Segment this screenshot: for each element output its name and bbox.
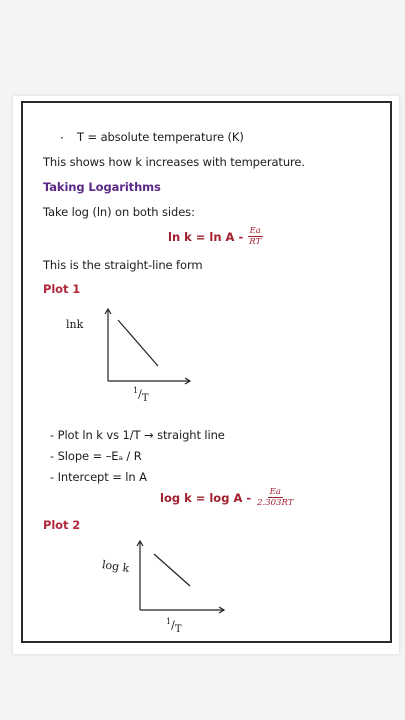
heading-plot-2: Plot 2: [43, 518, 81, 532]
formula1-fraction: [247, 226, 263, 247]
plot1-xlabel-den: T: [141, 392, 149, 404]
plot2-xlabel-num: 1: [166, 617, 172, 626]
formula-ln-arrhenius: [168, 226, 263, 247]
plot2-xlabel-den: T: [174, 623, 182, 635]
formula1-lhs: ln k = ln A -: [168, 229, 244, 244]
formula1-denominator: RT: [249, 237, 262, 247]
plot1-data-line: [118, 320, 158, 366]
heading-taking-logarithms: Taking Logarithms: [43, 180, 161, 194]
dash-item-slope: - Slope = –Eₐ / R: [50, 449, 142, 463]
plot2-xlabel: [166, 617, 181, 635]
line-take-log: Take log (ln) on both sides:: [43, 205, 195, 219]
formula-log-arrhenius: [160, 487, 295, 508]
plot2-ylabel: log k: [101, 558, 131, 575]
heading-plot-1: Plot 1: [43, 282, 81, 296]
formula1-numerator: Ea: [249, 226, 261, 236]
dash-item-plot: - Plot ln k vs 1/T → straight line: [50, 428, 225, 442]
formula2-fraction: [255, 487, 295, 508]
formula2-denominator: 2.303RT: [257, 498, 294, 508]
dash-item-intercept: - Intercept = ln A: [50, 470, 147, 484]
plot2-graph: [134, 540, 234, 620]
plot1-graph: [98, 308, 198, 388]
plot1-xlabel: [133, 386, 148, 404]
plot2-data-line: [154, 554, 190, 586]
line-straight-line-form: This is the straight-line form: [43, 258, 203, 272]
plot1-ylabel: lnk: [66, 318, 84, 331]
plot1-xlabel-slash: /: [138, 387, 142, 401]
bullet-text: T = absolute temperature (K): [77, 130, 244, 144]
formula2-lhs: log k = log A -: [160, 490, 252, 505]
line-shows-k-increases: This shows how k increases with temperature.: [43, 155, 305, 169]
plot2-xlabel-slash: /: [171, 618, 175, 632]
formula2-numerator: Ea: [269, 487, 281, 497]
bullet-symbol: ·: [60, 131, 64, 145]
plot1-xlabel-num: 1: [133, 386, 139, 395]
